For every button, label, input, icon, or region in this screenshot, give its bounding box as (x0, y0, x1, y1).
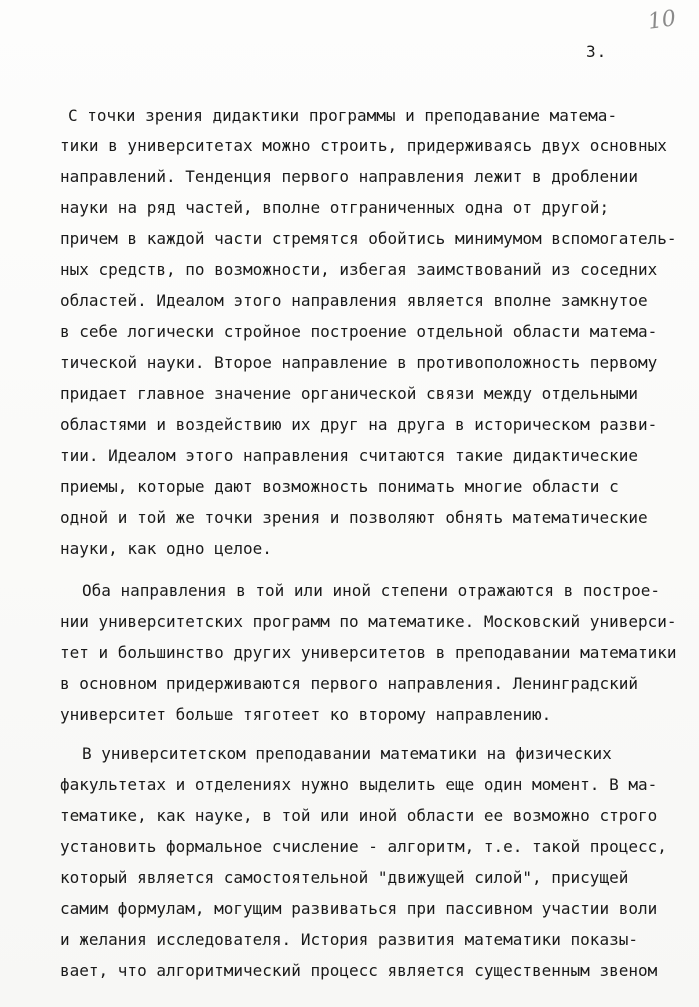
text-line: направлений. Тенденция первого направления лежит в дроблении (60, 167, 638, 186)
text-line: университет больше тяготеет ко второму направлению. (60, 705, 552, 724)
text-line: науки, как одно целое. (60, 539, 272, 558)
text-line: тики в университетах можно строить, придерживаясь двух основных (60, 136, 667, 155)
text-line: тематике, как науке, в той или иной области ее возможно строго (60, 806, 658, 825)
text-line: установить формальное счисление - алгоритм, т.е. такой процесс, (60, 837, 667, 856)
text-line: факультетах и отделениях нужно выделить еще один момент. В ма- (60, 775, 658, 794)
text-line: причем в каждой части стремятся обойтись минимумом вспомогатель- (60, 229, 677, 248)
text-line: в себе логически стройное построение отдельной области матема- (60, 322, 658, 341)
text-line: самим формулам, могущим развиваться при пассивном участии воли (60, 899, 658, 918)
page-number: 3. (586, 42, 608, 61)
text-line: в основном придерживаются первого направления. Ленинградский (60, 674, 638, 693)
text-line: В университетском преподавании математики на физических (82, 744, 612, 763)
text-line: нии университетских программ по математике. Московский универси- (60, 612, 677, 631)
text-line: вает, что алгоритмический процесс является существенным звеном (60, 961, 658, 980)
text-line: ных средств, по возможности, избегая заимствований из соседних (60, 260, 658, 279)
text-line: тет и большинство других университетов в преподавании математики (60, 643, 677, 662)
text-line: придает главное значение органической связи между отдельными (60, 384, 638, 403)
text-line: С точки зрения дидактики программы и преподавание матема- (68, 106, 618, 125)
text-line: и желания исследователя. История развития математики показы- (60, 930, 638, 949)
text-line: областями и воздействию их друг на друга в историческом разви- (60, 415, 658, 434)
text-line: одной и той же точки зрения и позволяют обнять математические (60, 508, 648, 527)
text-line: тической науки. Второе направление в противоположность первому (60, 353, 658, 372)
handwritten-page-mark: 10 (646, 6, 678, 35)
text-line: науки на ряд частей, вполне отграниченных одна от другой; (60, 198, 610, 217)
text-line: областей. Идеалом этого направления является вполне замкнутое (60, 291, 648, 310)
text-line: который является самостоятельной "движущей силой", присущей (60, 868, 629, 887)
text-line: тии. Идеалом этого направления считаются такие дидактические (60, 446, 638, 465)
text-line: приемы, которые дают возможность понимать многие области с (60, 477, 619, 496)
text-line: Оба направления в той или иной степени отражаются в построе- (82, 581, 660, 600)
